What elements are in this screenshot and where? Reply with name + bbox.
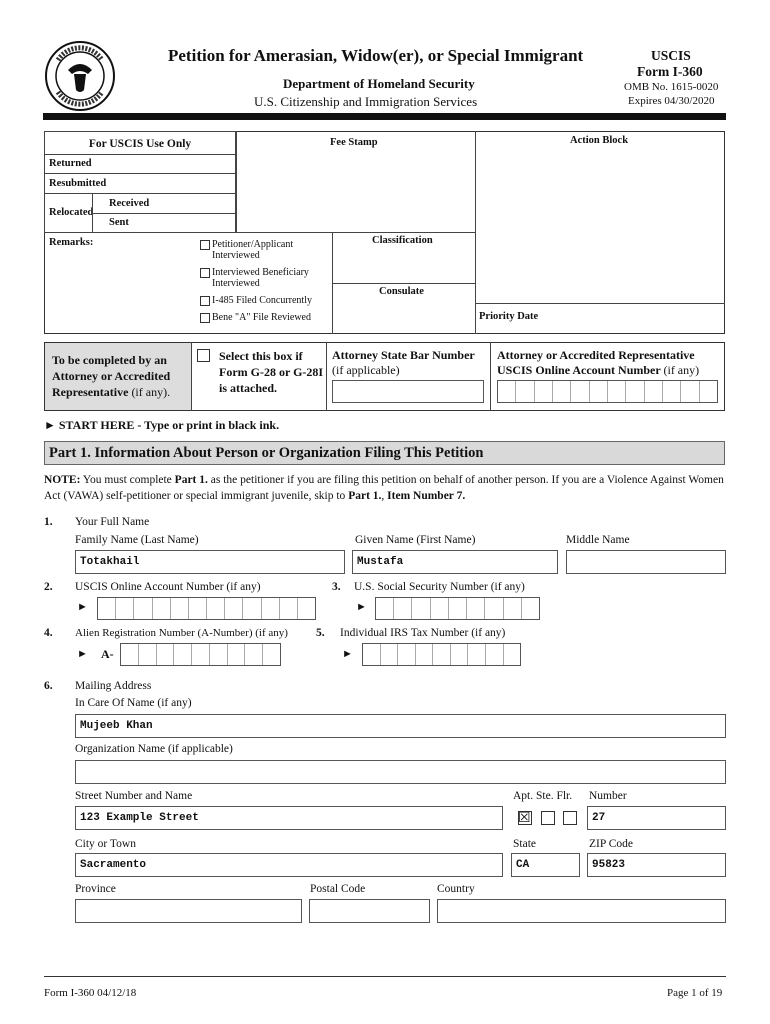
consulate-label: Consulate [379,286,424,297]
attorney-divider-2 [326,342,327,411]
beneficiary-interviewed-label: Interviewed Beneficiary Interviewed [212,267,309,289]
family-name-label: Family Name (Last Name) [75,534,199,546]
state-label: State [513,838,536,850]
bar-number-label: Attorney State Bar Number [332,348,475,362]
apt-number-label: Number [589,790,627,802]
returned-row: Returned [44,154,236,174]
beneficiary-interviewed-checkbox[interactable] [200,268,210,278]
item-2-number: 2. [44,581,53,593]
sent-row: Sent [92,213,236,233]
department-name: Department of Homeland Security [283,76,475,91]
uscis-label: USCIS [651,48,691,63]
part1-heading: Part 1. Information About Person or Organization Filing This Petition [44,441,725,465]
middle-name-label: Middle Name [566,534,630,546]
a-number-input[interactable] [120,643,281,666]
petitioner-interviewed-checkbox[interactable] [200,240,210,250]
organization-input[interactable] [75,760,726,784]
middle-name-input[interactable] [566,550,726,574]
ssn-arrow-icon: ► [356,601,367,613]
care-of-input[interactable]: Mujeeb Khan [75,714,726,738]
apt-checkbox[interactable] [518,811,532,825]
dhs-seal [44,40,116,112]
postal-code-label: Postal Code [310,883,366,895]
footer-page-number: Page 1 of 19 [667,987,723,999]
ste-checkbox[interactable] [541,811,555,825]
i485-filed-label: I-485 Filed Concurrently [212,295,312,306]
attorney-divider-3 [490,342,491,411]
expiration-date: Expires 04/30/2020 [628,95,715,107]
item-4-number: 4. [44,627,53,639]
city-label: City or Town [75,838,136,850]
given-name-label: Given Name (First Name) [355,534,476,546]
province-input[interactable] [75,899,302,923]
action-block-label: Action Block [570,135,629,146]
attorney-online-account-input[interactable] [497,380,718,403]
online-account-label: Attorney or Accredited Representative USCIS Online Account Number (if any) [497,348,700,377]
footer-form-date: Form I-360 04/12/18 [44,987,137,999]
remarks-label: Remarks: [49,237,94,248]
omb-number: OMB No. 1615-0020 [624,81,719,93]
full-name-label: Your Full Name [75,516,150,528]
bene-a-file-checkbox[interactable] [200,313,210,323]
g28-checkbox-label: Select this box if Form G-28 or G-28I is attached. [219,349,324,395]
itin-input[interactable] [362,643,521,666]
item-3-number: 3. [332,581,341,593]
item-5-number: 5. [316,627,325,639]
part1-note: NOTE: You must complete Part 1. as the petitioner if you are filing this petition on behalf of another person. If you are a Violence Against Women Act (VAWA) self-petitioner or special immigrant juvenile, skip to Part 1., Item Number 7. [44,474,724,502]
classification-label: Classification [372,235,433,246]
for-uscis-use-header: For USCIS Use Only [44,131,236,155]
care-of-label: In Care Of Name (if any) [75,697,192,709]
bene-a-file-label: Bene "A" File Reviewed [212,312,311,323]
i485-filed-checkbox[interactable] [200,296,210,306]
apt-number-input[interactable]: 27 [587,806,726,830]
resubmitted-row: Resubmitted [44,173,236,194]
item-1-number: 1. [44,516,53,528]
zip-input[interactable]: 95823 [587,853,726,877]
itin-arrow-icon: ► [342,648,353,660]
province-label: Province [75,883,116,895]
street-label: Street Number and Name [75,790,193,802]
agency-name: U.S. Citizenship and Immigration Services [254,94,478,109]
footer-rule [44,976,726,977]
fee-stamp-label: Fee Stamp [330,137,378,148]
city-input[interactable]: Sacramento [75,853,503,877]
header-rule [43,113,726,120]
uscis-account-arrow-icon: ► [77,601,88,613]
itin-label: Individual IRS Tax Number (if any) [340,627,506,639]
country-input[interactable] [437,899,726,923]
uscis-account-input[interactable] [97,597,316,620]
ssn-label: U.S. Social Security Number (if any) [354,581,525,593]
relocated-row: Relocated [44,193,93,233]
g28-checkbox[interactable] [197,349,210,362]
flr-checkbox[interactable] [563,811,577,825]
given-name-input[interactable]: Mustafa [352,550,558,574]
form-number: Form I-360 [637,64,703,79]
country-label: Country [437,883,475,895]
street-input[interactable]: 123 Example Street [75,806,503,830]
family-name-input[interactable]: Totakhail [75,550,345,574]
received-row: Received [92,193,236,214]
bar-number-input[interactable] [332,380,484,403]
apt-ste-flr-label: Apt. Ste. Flr. [513,790,573,802]
attorney-completed-by: To be completed by an Attorney or Accredited Representative (if any). [52,353,171,399]
ssn-input[interactable] [375,597,540,620]
postal-code-input[interactable] [309,899,430,923]
a-number-prefix: A- [101,647,114,661]
priority-date-line [475,303,725,304]
organization-label: Organization Name (if applicable) [75,743,233,755]
apt-checked-icon: ☒ [518,810,531,826]
office-divider [236,131,237,233]
uscis-account-label: USCIS Online Account Number (if any) [75,581,261,593]
office-hline [44,232,476,233]
item-6-number: 6. [44,680,53,692]
a-number-arrow-icon: ► [77,648,88,660]
bar-number-if-applicable: (if applicable) [332,363,400,377]
form-title: Petition for Amerasian, Widow(er), or Special Immigrant [168,46,584,65]
attorney-divider-1 [191,342,192,411]
start-here-instruction: ► START HERE - Type or print in black ink. [44,418,280,432]
petitioner-interviewed-label: Petitioner/Applicant Interviewed [212,239,294,261]
zip-label: ZIP Code [589,838,633,850]
priority-date-label: Priority Date [479,311,539,322]
state-select[interactable]: CA [511,853,580,877]
mailing-address-label: Mailing Address [75,680,152,692]
classification-hline [332,283,476,284]
a-number-label: Alien Registration Number (A-Number) (if any) [75,627,288,639]
